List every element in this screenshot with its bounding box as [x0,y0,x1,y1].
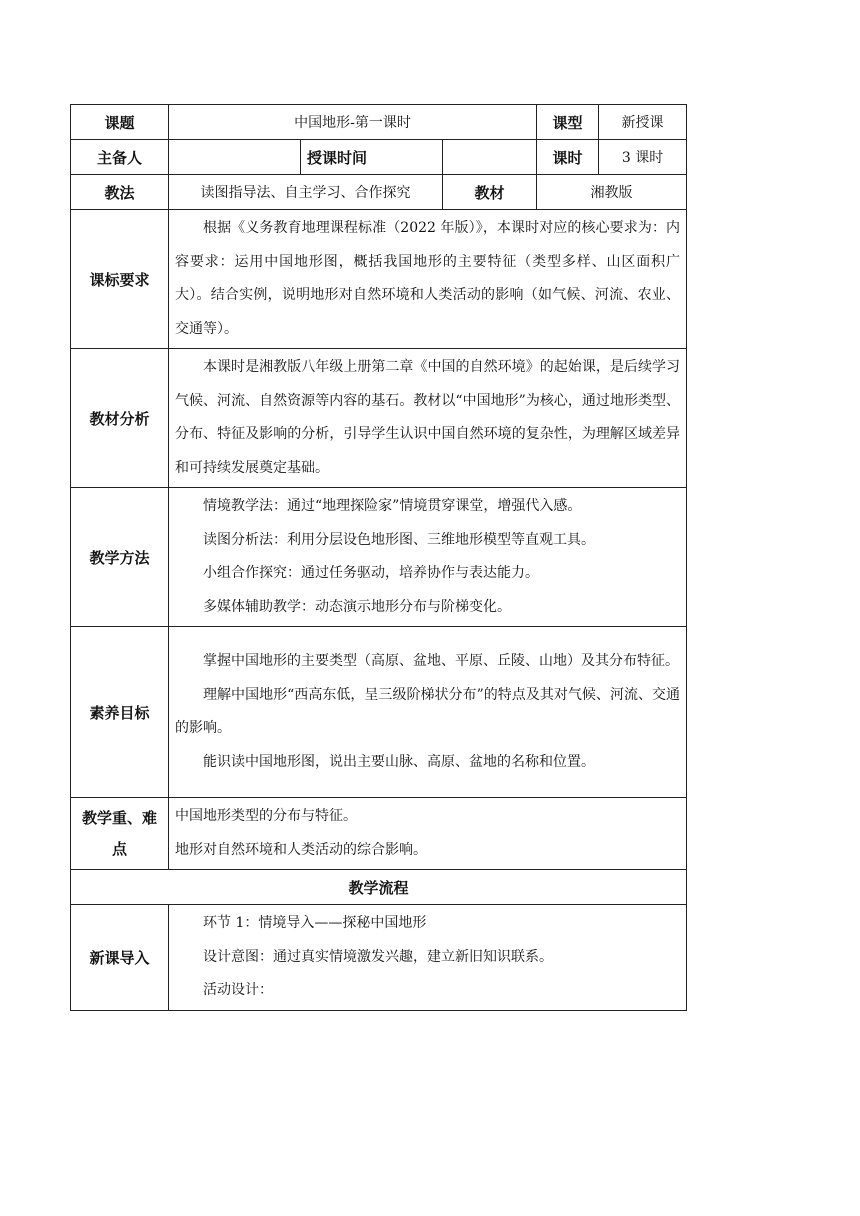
standards-cell [169,210,687,349]
keypoints-label: 教学重、难点 [71,798,169,870]
intro-label: 新课导入 [71,905,169,1011]
lesson-plan [70,104,686,1011]
row-analysis [71,349,687,488]
goals-item: 掌握中国地形的主要类型（高原、盆地、平原、丘陵、山地）及其分布特征。 [203,653,679,669]
lesson-plan-table [70,104,687,1011]
intro-item: 环节 1：情境导入——探秘中国地形 [203,915,427,931]
keypoints-item: 地形对自然环境和人类活动的综合影响。 [175,841,427,858]
methods-label: 教学方法 [71,488,169,627]
methods-item: 情境教学法：通过“地理探险家”情境贯穿课堂，增强代入感。 [203,498,582,514]
methods-item: 小组合作探究：通过任务驱动，培养协作与表达能力。 [203,565,539,581]
time-label: 授课时间 [301,140,443,175]
method-value: 读图指导法、自主学习、合作探究 [169,175,443,210]
goals-label: 素养目标 [71,627,169,798]
row-intro [71,905,687,1011]
analysis-text: 本课时是湘教版八年级上册第二章《中国的自然环境》的起始课，是后续学习气候、河流、自然资源等内容的基石。教材以“中国地形”为核心，通过地形类型、分布、特征及影响的分析，引导学生认识中国自然环境的复杂性，为理解区域差异和可持续发展奠定基础。 [175,359,681,476]
type-value: 新授课 [599,105,687,140]
row-flow [71,870,687,905]
row-methods [71,488,687,627]
flow-title: 教学流程 [71,870,687,905]
method-label: 教法 [71,175,169,210]
intro-cell [169,905,687,1011]
goals-cell [169,627,687,798]
time-value [443,140,537,175]
textbook-value: 湘教版 [537,175,687,210]
methods-item: 多媒体辅助教学：动态演示地形分布与阶梯变化。 [203,598,511,615]
methods-cell [169,488,687,627]
intro-item: 设计意图：通过真实情境激发兴趣，建立新旧知识联系。 [203,948,553,965]
topic-value: 中国地形-第一课时 [169,105,537,140]
goals-item: 能识读中国地形图，说出主要山脉、高原、盆地的名称和位置。 [203,753,595,770]
standards-text: 根据《义务教育地理课程标准（2022 年版）》，本课时对应的核心要求为：内容要求：运用中国地形图，概括我国地形的主要特征（类型多样、山区面积广大）。结合实例，说明地形对自然环境和人类活动的影响（如气候、河流、农业、交通等）。 [175,220,681,337]
preparer-label: 主备人 [71,140,169,175]
intro-item: 活动设计： [203,982,273,998]
hours-label: 课时 [537,140,599,175]
row-topic [71,105,687,140]
goals-item: 理解中国地形“西高东低，呈三级阶梯状分布”的特点及其对气候、河流、交通的影响。 [175,686,681,736]
analysis-cell [169,349,687,488]
keypoints-item: 中国地形类型的分布与特征。 [175,808,357,824]
type-label: 课型 [537,105,599,140]
preparer-value [169,140,301,175]
methods-item: 读图分析法：利用分层设色地形图、三维地形模型等直观工具。 [203,531,595,548]
row-preparer [71,140,687,175]
keypoints-cell [169,798,687,870]
topic-label: 课题 [71,105,169,140]
analysis-label: 教材分析 [71,349,169,488]
standards-label: 课标要求 [71,210,169,349]
row-method [71,175,687,210]
hours-value: 3 课时 [599,140,687,175]
row-goals [71,627,687,798]
row-keypoints [71,798,687,870]
textbook-label: 教材 [443,175,537,210]
row-standards [71,210,687,349]
